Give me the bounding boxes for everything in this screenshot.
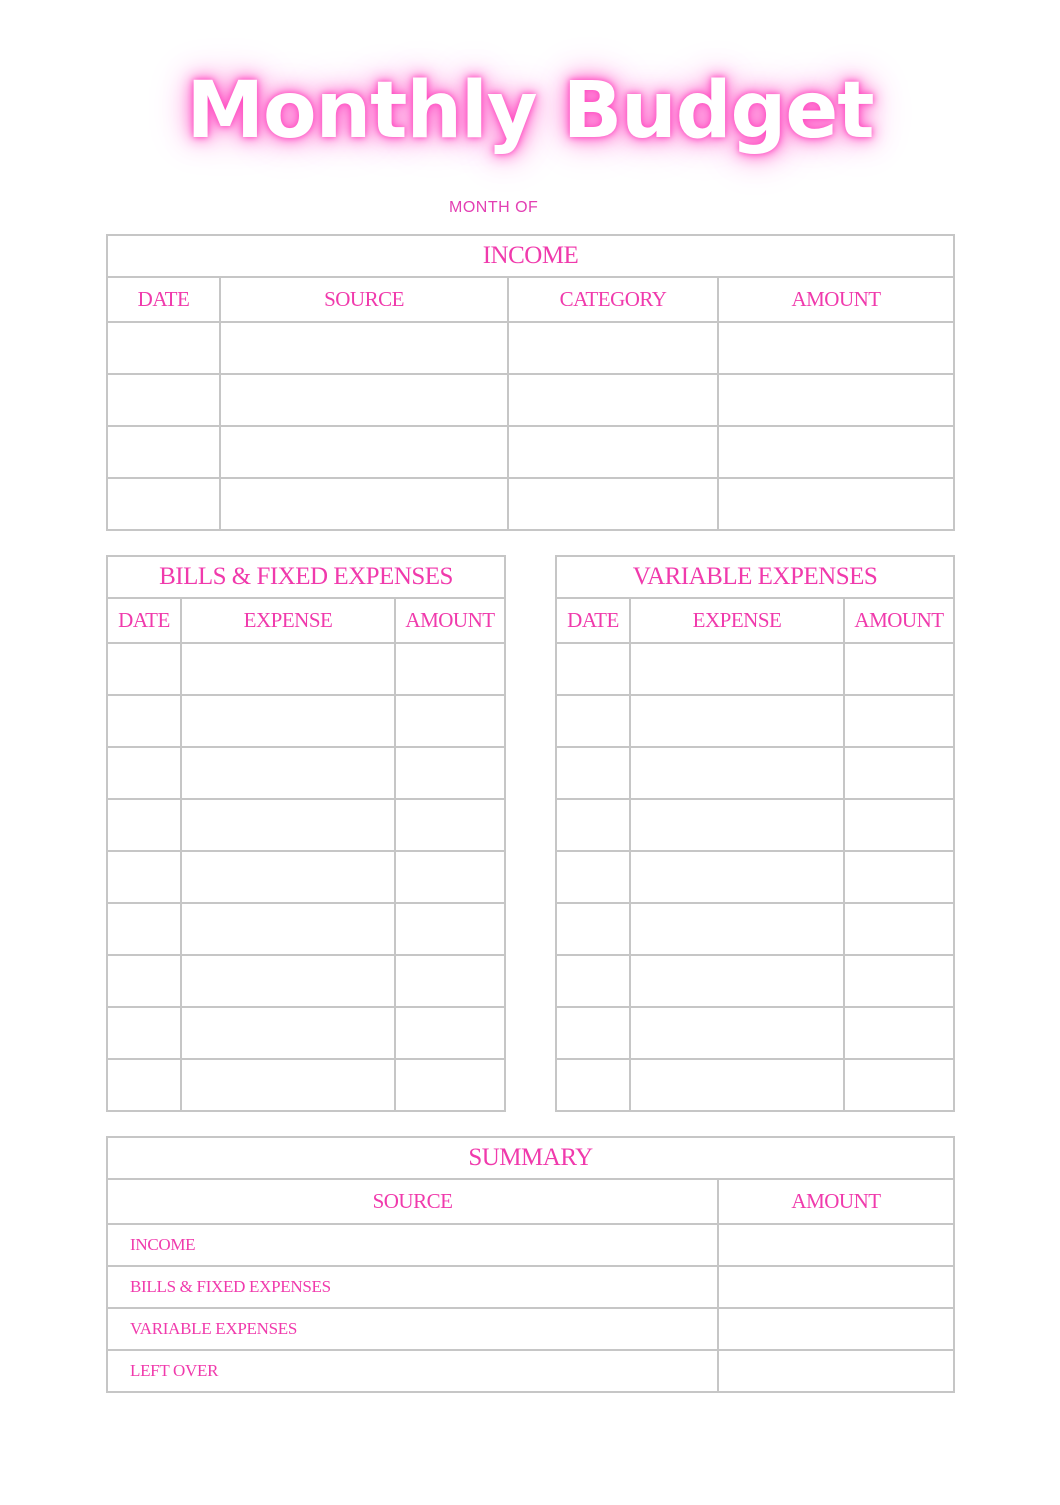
variable-date-cell[interactable] bbox=[556, 903, 630, 955]
table-row bbox=[107, 903, 505, 955]
bills-date-cell[interactable] bbox=[107, 903, 181, 955]
variable-date-cell[interactable] bbox=[556, 747, 630, 799]
variable-col-amount: AMOUNT bbox=[844, 598, 954, 643]
table-row bbox=[556, 695, 954, 747]
variable-date-cell[interactable] bbox=[556, 1059, 630, 1111]
variable-date-cell[interactable] bbox=[556, 955, 630, 1007]
table-row bbox=[107, 1350, 954, 1392]
bills-expense-cell[interactable] bbox=[181, 903, 395, 955]
variable-expense-cell[interactable] bbox=[630, 903, 844, 955]
variable-date-cell[interactable] bbox=[556, 695, 630, 747]
table-row bbox=[107, 955, 505, 1007]
bills-col-expense: EXPENSE bbox=[181, 598, 395, 643]
bills-expense-cell[interactable] bbox=[181, 643, 395, 695]
variable-amount-cell[interactable] bbox=[844, 799, 954, 851]
income-source-cell[interactable] bbox=[220, 478, 508, 530]
summary-amount-cell[interactable] bbox=[718, 1224, 954, 1266]
bills-amount-cell[interactable] bbox=[395, 643, 505, 695]
bills-amount-cell[interactable] bbox=[395, 799, 505, 851]
bills-date-cell[interactable] bbox=[107, 1059, 181, 1111]
income-amount-cell[interactable] bbox=[718, 478, 954, 530]
bills-expense-cell[interactable] bbox=[181, 747, 395, 799]
income-col-category: CATEGORY bbox=[508, 277, 718, 322]
bills-expense-cell[interactable] bbox=[181, 955, 395, 1007]
variable-date-cell[interactable] bbox=[556, 643, 630, 695]
variable-expense-cell[interactable] bbox=[630, 799, 844, 851]
table-row bbox=[107, 426, 954, 478]
bills-expense-cell[interactable] bbox=[181, 851, 395, 903]
variable-expense-cell[interactable] bbox=[630, 851, 844, 903]
table-row bbox=[107, 747, 505, 799]
summary-row-income: INCOME bbox=[107, 1224, 718, 1266]
table-row bbox=[107, 851, 505, 903]
income-col-amount: AMOUNT bbox=[718, 277, 954, 322]
variable-amount-cell[interactable] bbox=[844, 955, 954, 1007]
income-category-cell[interactable] bbox=[508, 478, 718, 530]
variable-date-cell[interactable] bbox=[556, 851, 630, 903]
table-row bbox=[107, 1266, 954, 1308]
table-row bbox=[107, 478, 954, 530]
income-amount-cell[interactable] bbox=[718, 426, 954, 478]
summary-row-variable: VARIABLE EXPENSES bbox=[107, 1308, 718, 1350]
variable-expense-cell[interactable] bbox=[630, 1059, 844, 1111]
page-title: Monthly Budget bbox=[186, 66, 874, 156]
income-date-cell[interactable] bbox=[107, 322, 220, 374]
bills-title: BILLS & FIXED EXPENSES bbox=[107, 556, 505, 598]
bills-date-cell[interactable] bbox=[107, 747, 181, 799]
income-amount-cell[interactable] bbox=[718, 374, 954, 426]
income-source-cell[interactable] bbox=[220, 426, 508, 478]
summary-col-source: SOURCE bbox=[107, 1179, 718, 1224]
income-source-cell[interactable] bbox=[220, 374, 508, 426]
table-row bbox=[107, 374, 954, 426]
bills-amount-cell[interactable] bbox=[395, 1007, 505, 1059]
summary-row-bills: BILLS & FIXED EXPENSES bbox=[107, 1266, 718, 1308]
income-source-cell[interactable] bbox=[220, 322, 508, 374]
bills-expense-cell[interactable] bbox=[181, 1007, 395, 1059]
variable-date-cell[interactable] bbox=[556, 1007, 630, 1059]
bills-amount-cell[interactable] bbox=[395, 903, 505, 955]
summary-amount-cell[interactable] bbox=[718, 1308, 954, 1350]
summary-table bbox=[106, 1136, 955, 1393]
table-row bbox=[107, 1059, 505, 1111]
income-table bbox=[106, 234, 955, 531]
table-row bbox=[107, 1224, 954, 1266]
table-row bbox=[556, 1059, 954, 1111]
table-row bbox=[556, 747, 954, 799]
bills-expense-cell[interactable] bbox=[181, 799, 395, 851]
bills-table bbox=[106, 555, 506, 1112]
variable-amount-cell[interactable] bbox=[844, 851, 954, 903]
variable-date-cell[interactable] bbox=[556, 799, 630, 851]
table-row bbox=[107, 643, 505, 695]
bills-amount-cell[interactable] bbox=[395, 851, 505, 903]
bills-amount-cell[interactable] bbox=[395, 695, 505, 747]
income-col-source: SOURCE bbox=[220, 277, 508, 322]
variable-amount-cell[interactable] bbox=[844, 643, 954, 695]
income-amount-cell[interactable] bbox=[718, 322, 954, 374]
table-row bbox=[556, 1007, 954, 1059]
bills-date-cell[interactable] bbox=[107, 643, 181, 695]
variable-table bbox=[555, 555, 955, 1112]
variable-amount-cell[interactable] bbox=[844, 1059, 954, 1111]
income-category-cell[interactable] bbox=[508, 374, 718, 426]
table-row bbox=[107, 322, 954, 374]
bills-col-date: DATE bbox=[107, 598, 181, 643]
bills-expense-cell[interactable] bbox=[181, 1059, 395, 1111]
variable-expense-cell[interactable] bbox=[630, 695, 844, 747]
variable-col-expense: EXPENSE bbox=[630, 598, 844, 643]
table-row bbox=[556, 903, 954, 955]
variable-expense-cell[interactable] bbox=[630, 747, 844, 799]
table-row bbox=[556, 799, 954, 851]
income-title: INCOME bbox=[107, 235, 954, 277]
variable-amount-cell[interactable] bbox=[844, 747, 954, 799]
table-row bbox=[107, 695, 505, 747]
table-row bbox=[556, 643, 954, 695]
summary-amount-cell[interactable] bbox=[718, 1266, 954, 1308]
table-row bbox=[556, 851, 954, 903]
variable-expense-cell[interactable] bbox=[630, 955, 844, 1007]
variable-title: VARIABLE EXPENSES bbox=[556, 556, 954, 598]
table-row bbox=[107, 1007, 505, 1059]
bills-date-cell[interactable] bbox=[107, 695, 181, 747]
variable-expense-cell[interactable] bbox=[630, 643, 844, 695]
bills-expense-cell[interactable] bbox=[181, 695, 395, 747]
bills-amount-cell[interactable] bbox=[395, 1059, 505, 1111]
income-date-cell[interactable] bbox=[107, 478, 220, 530]
month-of-label: MONTH OF bbox=[449, 199, 539, 216]
income-date-cell[interactable] bbox=[107, 426, 220, 478]
bills-col-amount: AMOUNT bbox=[395, 598, 505, 643]
bills-amount-cell[interactable] bbox=[395, 747, 505, 799]
bills-date-cell[interactable] bbox=[107, 799, 181, 851]
summary-col-amount: AMOUNT bbox=[718, 1179, 954, 1224]
bills-amount-cell[interactable] bbox=[395, 955, 505, 1007]
variable-amount-cell[interactable] bbox=[844, 695, 954, 747]
variable-col-date: DATE bbox=[556, 598, 630, 643]
bills-date-cell[interactable] bbox=[107, 1007, 181, 1059]
variable-amount-cell[interactable] bbox=[844, 903, 954, 955]
bills-date-cell[interactable] bbox=[107, 851, 181, 903]
income-col-date: DATE bbox=[107, 277, 220, 322]
income-category-cell[interactable] bbox=[508, 426, 718, 478]
summary-amount-cell[interactable] bbox=[718, 1350, 954, 1392]
table-row bbox=[107, 799, 505, 851]
summary-row-left-over: LEFT OVER bbox=[107, 1350, 718, 1392]
variable-expense-cell[interactable] bbox=[630, 1007, 844, 1059]
variable-amount-cell[interactable] bbox=[844, 1007, 954, 1059]
income-category-cell[interactable] bbox=[508, 322, 718, 374]
summary-title: SUMMARY bbox=[107, 1137, 954, 1179]
table-row bbox=[556, 955, 954, 1007]
bills-date-cell[interactable] bbox=[107, 955, 181, 1007]
income-date-cell[interactable] bbox=[107, 374, 220, 426]
table-row bbox=[107, 1308, 954, 1350]
